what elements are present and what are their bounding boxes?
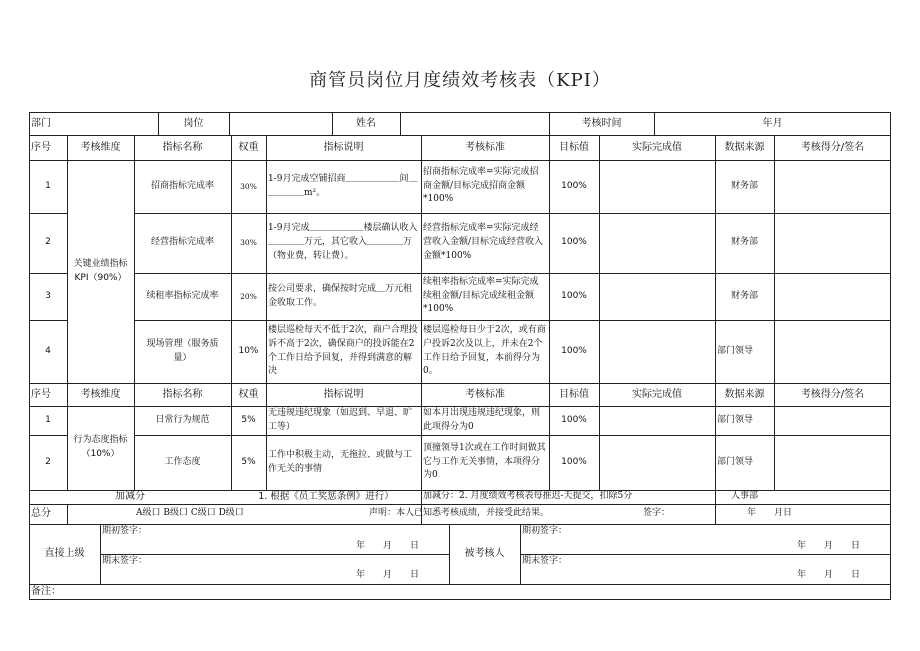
header-description: 指标说明 xyxy=(323,141,364,153)
header-no: 序号 xyxy=(31,141,51,153)
kpi-row-2-desc: 1-9月完成＿＿＿＿＿＿楼层确认收入＿＿＿＿万元，其它收入＿＿＿＿万（物业费，转让费）。 xyxy=(268,223,418,261)
supervisor-end-date[interactable]: 年 月 日 xyxy=(356,570,420,580)
page-title: 商管员岗位月度绩效考核表（KPI） xyxy=(309,70,611,91)
attitude-row-1-weight: 5% xyxy=(241,414,256,425)
kpi-row-4-target: 100% xyxy=(561,345,587,356)
header2-description: 指标说明 xyxy=(323,388,364,400)
kpi-row-4-actual[interactable] xyxy=(599,320,715,383)
year-month-field[interactable]: 年月 xyxy=(762,117,783,129)
attitude-row-1-actual[interactable] xyxy=(599,406,715,435)
header-weight: 权重 xyxy=(238,141,259,153)
kpi-row-3-desc: 按公司要求，确保按时完成＿万元租金收取工作。 xyxy=(268,283,413,308)
header-target: 目标值 xyxy=(559,141,589,153)
kpi-row-4-source: 部门领导 xyxy=(717,345,754,356)
attitude-row-2-source: 部门领导 xyxy=(717,456,754,467)
supervisor-end-sign[interactable]: 期末签字： xyxy=(102,556,148,566)
attitude-row-2-no: 2 xyxy=(45,456,51,467)
name-field[interactable] xyxy=(400,112,549,135)
attitude-row-1-score[interactable] xyxy=(774,406,891,435)
post-field[interactable] xyxy=(229,112,332,135)
kpi-row-4-standard: 楼层巡检每日少于2次，或有商户投诉2次及以上，并未在2个工作日给予回复，本前得分为0。 xyxy=(423,324,546,377)
employee-end-date[interactable]: 年 月 日 xyxy=(797,570,861,580)
kpi-row-2-source: 财务部 xyxy=(730,237,758,248)
employee-end-sign[interactable]: 期末签字： xyxy=(522,556,568,566)
attitude-row-2-desc: 工作中积极主动，无拖拉、或做与工作无关的事情 xyxy=(268,449,413,474)
kpi-row-3-weight: 20% xyxy=(240,291,257,301)
header-score: 考核得分/签名 xyxy=(800,141,865,153)
attitude-row-2-weight: 5% xyxy=(241,456,256,467)
header2-actual: 实际完成值 xyxy=(632,388,682,400)
attitude-row-1-desc: 无违规违纪现象（如迟到、早退、旷工等） xyxy=(268,407,413,432)
kpi-row-3-score[interactable] xyxy=(774,273,891,320)
kpi-row-2-actual[interactable] xyxy=(599,213,715,273)
kpi-dimension: 关键业绩指标 KPI（90%） xyxy=(73,258,128,283)
kpi-row-2-weight: 30% xyxy=(240,238,257,248)
time-label: 考核时间 xyxy=(581,117,622,129)
dept-label: 部门 xyxy=(31,117,51,129)
header2-indicator: 指标名称 xyxy=(162,388,203,400)
kpi-row-1-weight: 30% xyxy=(240,181,257,191)
kpi-row-3-standard: 续租率指标完成率=实际完成续租金额/目标完成续租金额*100% xyxy=(423,276,539,315)
kpi-row-1-standard: 招商指标完成率=实际完成招商金额/目标完成招商金额*100% xyxy=(423,166,539,205)
supervisor-start-date[interactable]: 年 月 日 xyxy=(356,541,420,551)
kpi-row-1-name: 招商指标完成率 xyxy=(150,180,214,191)
header2-no: 序号 xyxy=(31,388,51,400)
kpi-row-1-actual[interactable] xyxy=(599,160,715,213)
header-indicator: 指标名称 xyxy=(162,141,203,153)
total-label: 总分 xyxy=(31,508,51,520)
kpi-row-2-standard: 经营指标完成率=实际完成经营收入金额/目标完成经营收入金额*100% xyxy=(423,223,544,261)
kpi-row-1-desc: 1-9月完成空铺招商＿＿＿＿＿＿间＿＿＿＿＿m²。 xyxy=(268,173,418,198)
attitude-row-2-score[interactable] xyxy=(774,435,891,490)
kpi-row-1-target: 100% xyxy=(561,180,587,191)
kpi-row-2-score[interactable] xyxy=(774,213,891,273)
employee-label: 被考核人 xyxy=(464,548,505,560)
supervisor-label: 直接上级 xyxy=(44,548,85,560)
bonus-source: 人事部 xyxy=(730,491,758,502)
attitude-row-1-no: 1 xyxy=(45,414,51,425)
kpi-row-1-score[interactable] xyxy=(774,160,891,213)
bonus-rule: 1. 根据《员工奖惩条例》进行） xyxy=(258,490,394,502)
kpi-row-4-score[interactable] xyxy=(774,320,891,383)
kpi-row-3-actual[interactable] xyxy=(599,273,715,320)
kpi-row-4-name: 现场管理（服务质量） xyxy=(146,338,219,363)
kpi-row-3-name: 续租率指标完成率 xyxy=(146,290,219,301)
remark-label[interactable]: 备注： xyxy=(31,585,61,597)
attitude-row-1-name: 日常行为规范 xyxy=(155,414,210,425)
post-label: 岗位 xyxy=(183,117,204,129)
kpi-row-1-source: 财务部 xyxy=(730,180,758,191)
attitude-row-1-source: 部门领导 xyxy=(717,414,754,425)
bonus-score[interactable] xyxy=(774,490,891,504)
header2-dimension: 考核维度 xyxy=(80,388,121,400)
attitude-row-2-name: 工作态度 xyxy=(164,456,201,467)
header-standard: 考核标准 xyxy=(465,141,505,153)
header2-weight: 权重 xyxy=(238,388,259,400)
name-label: 姓名 xyxy=(356,117,376,129)
kpi-row-4-desc: 楼层巡检每天不低于2次，商户合理投诉不高于2次，确保商户的投诉能在2个工作日给予回复，并得到满意的解决 xyxy=(268,324,418,377)
header2-source: 数据来源 xyxy=(724,388,765,400)
header-actual: 实际完成值 xyxy=(632,141,682,153)
kpi-row-1-no: 1 xyxy=(45,180,51,191)
kpi-row-4-no: 4 xyxy=(45,345,51,356)
employee-start-sign[interactable]: 期初签字： xyxy=(522,526,568,536)
header2-score: 考核得分/签名 xyxy=(800,388,865,400)
bonus-label: 加减分 xyxy=(115,491,145,503)
attitude-row-2-target: 100% xyxy=(561,456,587,467)
header2-standard: 考核标准 xyxy=(465,388,505,400)
bonus-detail: 加减分：2. 月度绩效考核表每推迟-天提交，扣除5分 xyxy=(423,491,633,502)
kpi-row-2-name: 经营指标完成率 xyxy=(150,237,214,248)
kpi-row-3-target: 100% xyxy=(561,290,587,301)
attitude-row-2-actual[interactable] xyxy=(599,435,715,490)
kpi-row-4-weight: 10% xyxy=(238,345,259,356)
kpi-row-2-target: 100% xyxy=(561,237,587,248)
total-grades[interactable]: A级口 B级口 C级口 D级口 xyxy=(136,508,244,519)
header-source: 数据来源 xyxy=(724,141,765,153)
attitude-dimension: 行为态度指标（10%） xyxy=(73,435,128,459)
kpi-row-2-no: 2 xyxy=(45,237,51,248)
attitude-row-1-standard: 如本月出现违规违纪现象，则此项得分为0 xyxy=(423,407,541,432)
header2-target: 目标值 xyxy=(559,388,589,400)
dept-field[interactable] xyxy=(67,112,158,135)
total-statement: 声明：本人已知悉考核成绩，并接受此结果。 xyxy=(369,508,550,519)
attitude-row-2-standard: 顶撞领导1次或在工作时间做其它与工作无关事情，本项得分为0 xyxy=(423,442,546,481)
kpi-row-3-source: 财务部 xyxy=(730,290,758,301)
supervisor-start-sign[interactable]: 期初签字： xyxy=(102,526,148,536)
total-sign-label: 签字： xyxy=(643,508,671,519)
attitude-row-1-target: 100% xyxy=(561,414,587,425)
total-date[interactable]: 年 月日 xyxy=(747,508,793,519)
kpi-form-table xyxy=(29,112,891,600)
kpi-row-3-no: 3 xyxy=(45,290,51,301)
employee-start-date[interactable]: 年 月 日 xyxy=(797,541,861,551)
header-dimension: 考核维度 xyxy=(80,141,121,153)
